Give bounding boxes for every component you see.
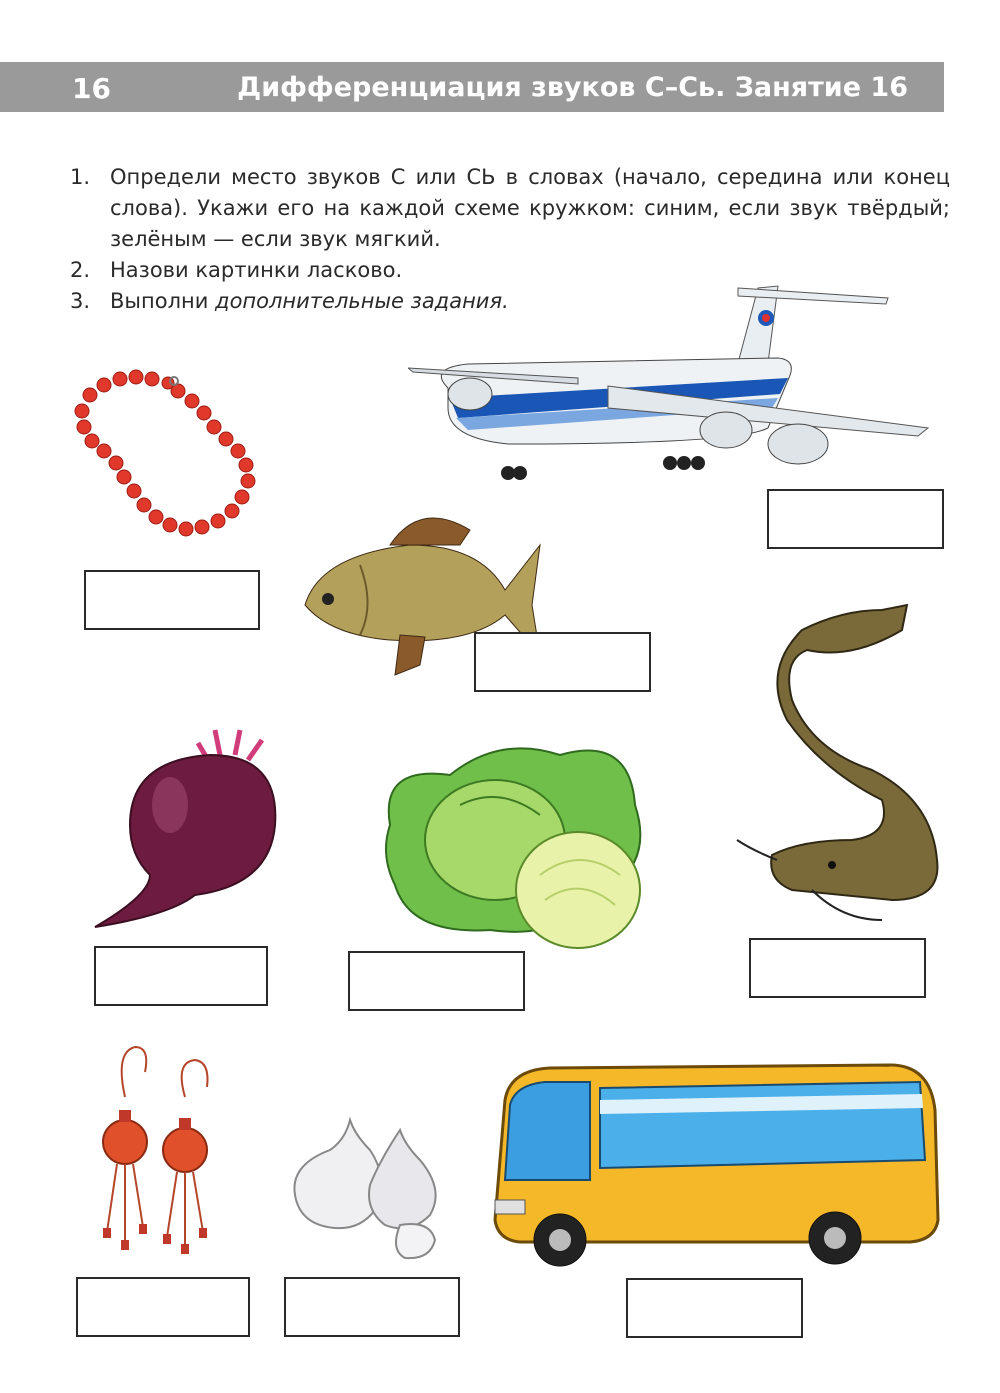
answer-box[interactable] [76,1277,250,1337]
beet-image [90,715,285,930]
lesson-label: Занятие 16 [734,72,908,103]
cabbage-image [380,725,660,960]
beads-necklace-image [70,365,270,555]
garlic-image [290,1110,450,1265]
airplane-image [408,268,948,488]
page-title [237,72,908,103]
bus-image [490,1060,945,1270]
answer-box[interactable] [626,1278,803,1338]
answer-box[interactable] [749,938,926,998]
title-text: Дифференциация звуков С–Сь. [237,72,726,103]
answer-box[interactable] [474,632,651,692]
instruction-1: 1. Определи место звуков С или СЬ в словах (начало, середина или конец слова). Укажи его на каждой схеме кружком: синим, если звук твёрдый; зелёным — если звук мягкий. [70,165,950,251]
answer-box[interactable] [767,489,944,549]
answer-box[interactable] [284,1277,460,1337]
instruction-3: 3. Выполни дополнительные задания. [70,289,509,313]
answer-box[interactable] [348,951,525,1011]
answer-box[interactable] [94,946,268,1006]
earrings-image [95,1042,220,1257]
answer-box[interactable] [84,570,260,630]
header-bar [0,62,944,112]
catfish-image [732,600,947,925]
instruction-2: 2. Назови картинки ласково. [70,258,403,282]
page-number: 16 [72,72,111,105]
